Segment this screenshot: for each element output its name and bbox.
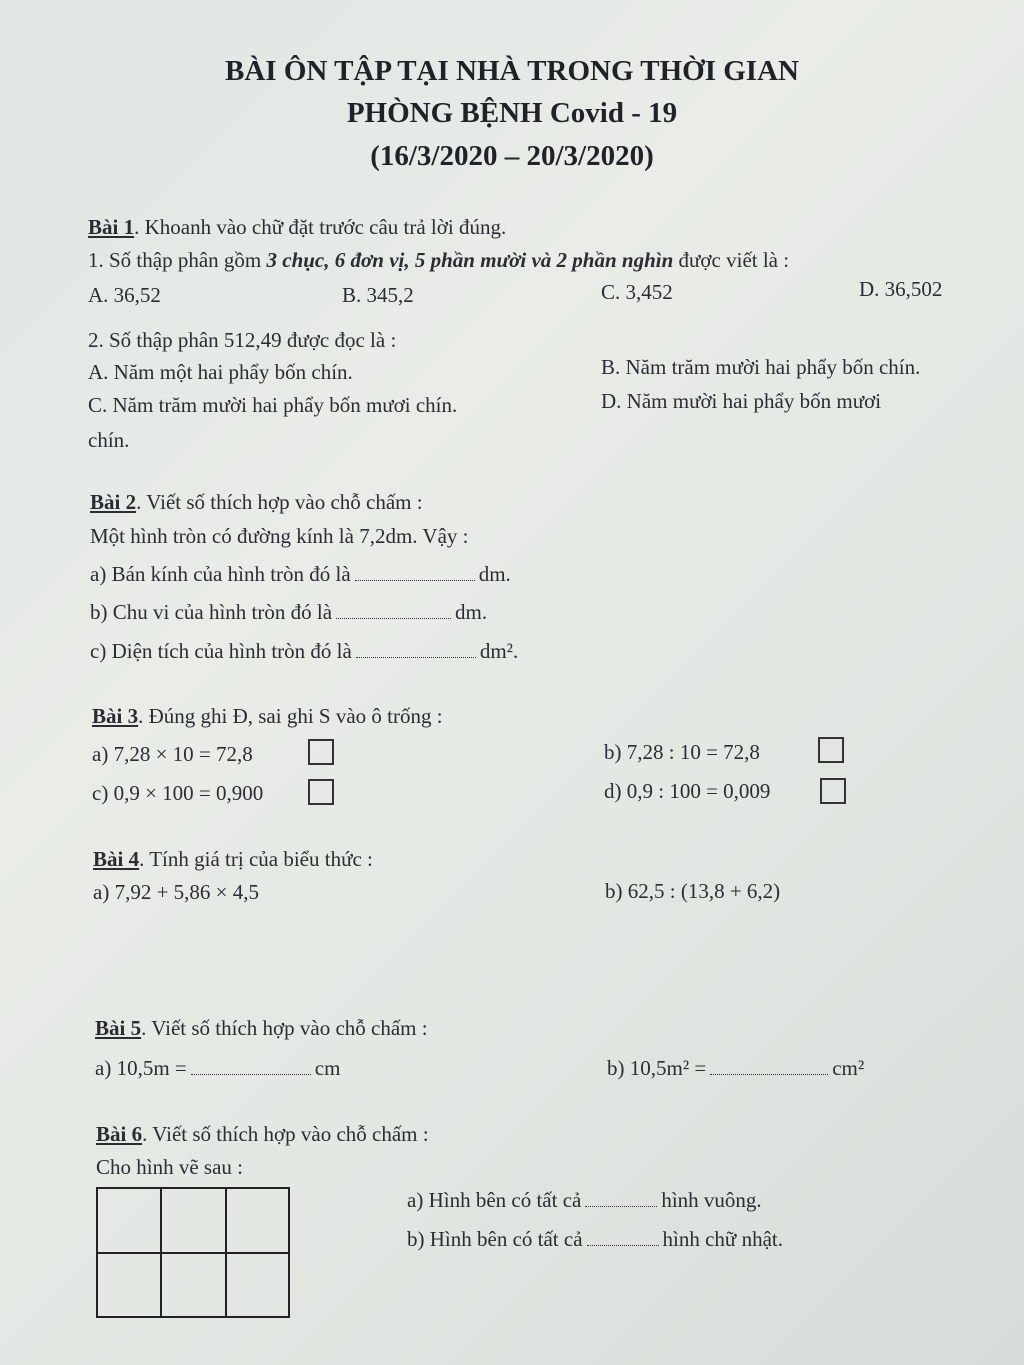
bai4-b: b) 62,5 : (13,8 + 6,2) (605, 879, 781, 903)
bai5-b-unit: cm² (832, 1056, 865, 1080)
bai2-instruction: . Viết số thích hợp vào chỗ chấm : (136, 490, 423, 514)
bai1-q2-option-a: A. Năm một hai phẩy bốn chín. (88, 360, 353, 384)
bai3-a-checkbox[interactable] (308, 739, 334, 765)
bai3-b-checkbox[interactable] (818, 737, 844, 763)
bai3-d: d) 0,9 : 100 = 0,009 (604, 779, 771, 803)
bai3-b: b) 7,28 : 10 = 72,8 (604, 740, 760, 764)
bai2-a-unit: dm. (478, 562, 511, 586)
bai5-a-text: a) 10,5m = (95, 1056, 187, 1080)
bai2-c (90, 639, 518, 664)
bai1-q1-option-c: C. 3,452 (601, 280, 673, 304)
bai3-a: a) 7,28 × 10 = 72,8 (92, 742, 253, 766)
bai1-q2-option-d: D. Năm mười hai phẩy bốn mươi (601, 389, 882, 413)
bai2-heading (90, 490, 423, 515)
bai2-b (90, 600, 487, 625)
bai1-q1-prefix: 1. Số thập phân gồm (88, 248, 267, 272)
bai6-b-unit: hình chữ nhật. (662, 1227, 783, 1251)
bai3-d-checkbox[interactable] (820, 778, 846, 804)
bai3-instruction: . Đúng ghi Đ, sai ghi S vào ô trống : (138, 704, 443, 728)
bai5-instruction: . Viết số thích hợp vào chỗ chấm : (141, 1016, 428, 1040)
bai2-c-text: c) Diện tích của hình tròn đó là (90, 639, 352, 663)
bai6-instruction: . Viết số thích hợp vào chỗ chấm : (142, 1122, 429, 1146)
bai1-label: Bài 1 (88, 215, 135, 239)
bai5-b (607, 1056, 864, 1081)
bai5-label: Bài 5 (95, 1016, 142, 1040)
bai4-heading (93, 847, 373, 872)
bai1-q1 (88, 248, 789, 273)
bai1-q1-suffix: được viết là : (673, 248, 790, 272)
bai1-q1-emph: 3 chục, 6 đơn vị, 5 phần mười và 2 phần nghìn (266, 248, 674, 272)
bai2-a (90, 562, 511, 587)
rectangle-grid-figure (96, 1187, 290, 1318)
bai2-c-unit: dm². (479, 639, 519, 663)
bai2-b-blank[interactable] (336, 617, 451, 619)
bai2-b-unit: dm. (455, 600, 488, 624)
bai2-intro: Một hình tròn có đường kính là 7,2dm. Vậy : (90, 524, 469, 548)
bai5-a-unit: cm (314, 1056, 341, 1080)
bai5-b-text: b) 10,5m² = (607, 1056, 707, 1080)
bai5-b-blank[interactable] (710, 1073, 828, 1075)
bai6-b-text: b) Hình bên có tất cả (407, 1227, 583, 1251)
bai6-a (407, 1188, 762, 1213)
title-line-2: PHÒNG BỆNH Covid - 19 (346, 97, 678, 129)
bai4-instruction: . Tính giá trị của biểu thức : (139, 847, 373, 871)
bai1-q2-option-c: C. Năm trăm mười hai phẩy bốn mươi chín. (88, 393, 458, 417)
bai1-q1-option-d: D. 36,502 (859, 277, 943, 301)
bai3-label: Bài 3 (92, 704, 139, 728)
bai6-a-text: a) Hình bên có tất cả (407, 1188, 582, 1212)
bai4-label: Bài 4 (93, 847, 140, 871)
bai3-c: c) 0,9 × 100 = 0,900 (92, 781, 264, 805)
bai3-c-checkbox[interactable] (308, 779, 334, 805)
bai4-a: a) 7,92 + 5,86 × 4,5 (93, 880, 260, 904)
bai1-q2-option-b: B. Năm trăm mười hai phẩy bốn chín. (601, 355, 921, 379)
bai6-heading (96, 1122, 429, 1147)
bai5-a (95, 1056, 340, 1081)
bai2-b-text: b) Chu vi của hình tròn đó là (90, 600, 333, 624)
bai6-intro: Cho hình vẽ sau : (96, 1155, 243, 1179)
bai2-a-blank[interactable] (355, 579, 475, 581)
bai1-q2: 2. Số thập phân 512,49 được đọc là : (88, 328, 397, 352)
bai6-b (407, 1227, 783, 1252)
bai3-heading (92, 704, 443, 729)
bai1-q1-option-a: A. 36,52 (88, 283, 161, 307)
bai2-label: Bài 2 (90, 490, 137, 514)
bai1-q1-option-b: B. 345,2 (342, 283, 414, 307)
bai6-a-blank[interactable] (585, 1205, 657, 1207)
bai6-label: Bài 6 (96, 1122, 143, 1146)
bai5-heading (95, 1016, 428, 1041)
bai2-a-text: a) Bán kính của hình tròn đó là (90, 562, 351, 586)
title-line-1: BÀI ÔN TẬP TẠI NHÀ TRONG THỜI GIAN (225, 55, 799, 87)
bai6-b-blank[interactable] (587, 1244, 659, 1246)
bai2-c-blank[interactable] (356, 656, 476, 658)
bai1-instruction: . Khoanh vào chữ đặt trước câu trả lời đúng. (134, 215, 507, 239)
bai1-q2-option-d-cont: chín. (88, 428, 130, 452)
bai1-heading (88, 215, 506, 240)
title-line-3: (16/3/2020 – 20/3/2020) (370, 140, 654, 172)
bai5-a-blank[interactable] (191, 1073, 311, 1075)
grid-line-horizontal (98, 1252, 288, 1254)
bai6-a-unit: hình vuông. (661, 1188, 762, 1212)
